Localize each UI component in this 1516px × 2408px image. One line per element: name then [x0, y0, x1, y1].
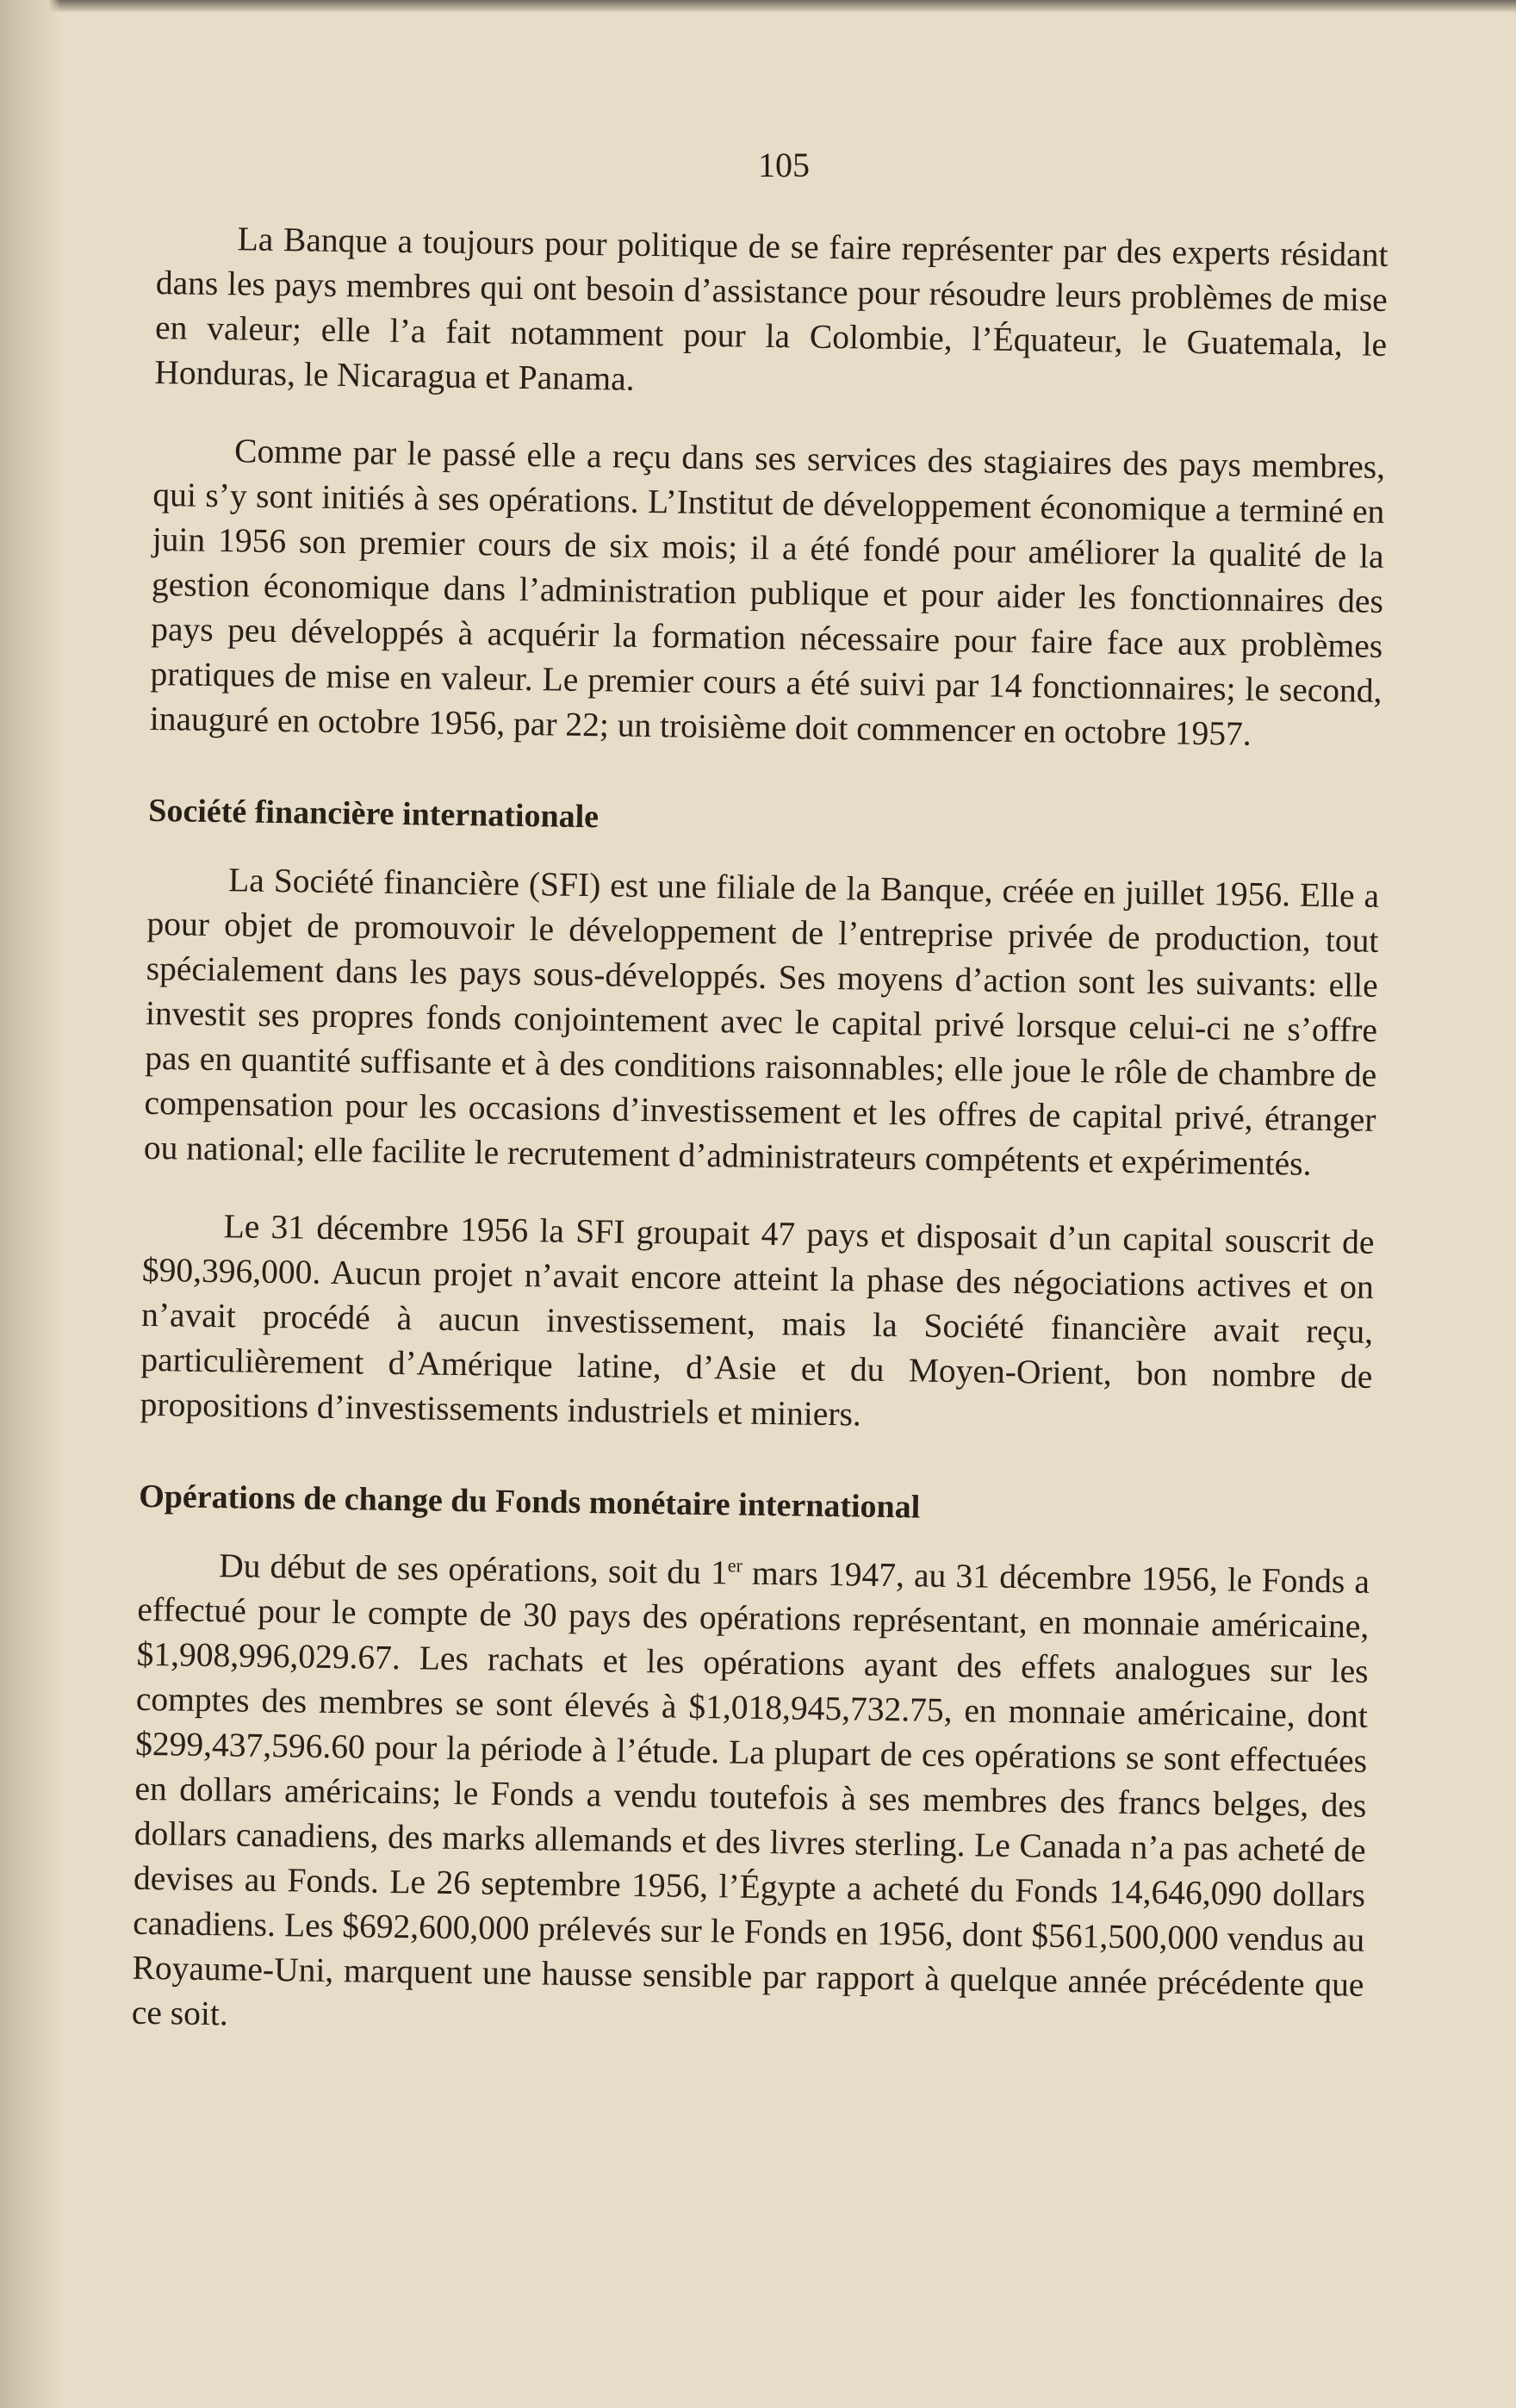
fmi-paragraph-rest: mars 1947, au 31 décembre 1956, le Fonds a effectué pour le compte de 30 pays des opérations représentant, en monnaie américaine, $1,908,996,029.67. Les rachats et les opérations ayant des effets analogues sur les comptes des membres se sont élevés à $1,018,945,732.75, en monnaie américaine, dont $299,437,596.60 pour la période à l’étude. La plupart de ces opérations se sont effectuées en dollars américains; le Fonds a vendu toutefois à ses membres des francs belges, des dollars canadiens, des marks allemands et des livres sterling. Le Canada n’a pas acheté de devises au Fonds. Le 26 septembre 1956, l’Égypte a acheté du Fonds 14,646,090 dollars canadiens. Les $692,600,000 prélevés sur le Fonds en 1956, dont $561,500,000 vendus au Royaume-Uni, marquent une hausse sensible par rapport à quelque année précédente que ce soit. [131, 1553, 1370, 2033]
fmi-heading: Opérations de change du Fonds monétaire international [138, 1478, 921, 1526]
page-top-edge [0, 0, 1516, 12]
book-spine-shadow [0, 0, 60, 2408]
sfi-paragraph-2: Le 31 décembre 1956 la SFI groupait 47 pays et disposait d’un capital souscrit de $90,396,000. Aucun projet n’avait encore atteint la phase des négociations actives et on n’avait procédé à aucun investissement, mais la Société financière avait reçu, particulièrement d’Amérique latine, d’Asie et du Moyen-Orient, bon nombre de propositions d’investissements industriels et miniers. [140, 1207, 1375, 1434]
fmi-paragraph-start: Du début de ses opérations, soit du 1 [218, 1546, 729, 1592]
sfi-paragraph-1: La Société financière (SFI) est une filiale de la Banque, créée en juillet 1956. Elle a pour objet de promouvoir le développement de l’entreprise privée de production, tout spécialement dans les pays sous-développés. Ses moyens d’action sont les suivants: elle investit ses propres fonds conjointement avec le capital privé lorsque celui-ci ne s’offre pas en quantité suffisante et à des conditions raisonnables; elle joue le rôle de chambre de compensation pour les occasions d’investissement et les offres de capital privé, étranger ou national; elle facilite le recrutement d’administrateurs compétents et expérimentés. [143, 861, 1380, 1183]
bank-paragraph-1: La Banque a toujours pour politique de se faire représenter par des experts résidant dans les pays membres qui ont besoin d’assistance pour résoudre leurs problèmes de mise en valeur; elle l’a fait notamment pour la Colombie, l’Équateur, le Guatemala, le Honduras, le Nicaragua et Panama. [154, 220, 1389, 398]
fmi-ordinal-superscript: er [727, 1554, 743, 1577]
bank-paragraph-2: Comme par le passé elle a reçu dans ses services des stagiaires des pays membres, qui s’y sont initiés à ses opérations. L’Institut de développement économique a terminé en juin 1956 son premier cours de six mois; il a été fondé pour améliorer la qualité de la gestion économique dans l’administration publique et pour aider les fonctionnaires des pays peu développés à acquérir la formation nécessaire pour faire face aux problèmes pratiques de mise en valeur. Le premier cours a été suivi par 14 fonctionnaires; le second, inauguré en octobre 1956, par 22; un troisième doit commencer en octobre 1957. [149, 432, 1386, 753]
fmi-paragraph-1 [132, 1542, 1370, 2052]
sfi-heading: Société financière internationale [148, 792, 600, 836]
page-number: 105 [758, 146, 810, 184]
page-body [131, 215, 1389, 2085]
